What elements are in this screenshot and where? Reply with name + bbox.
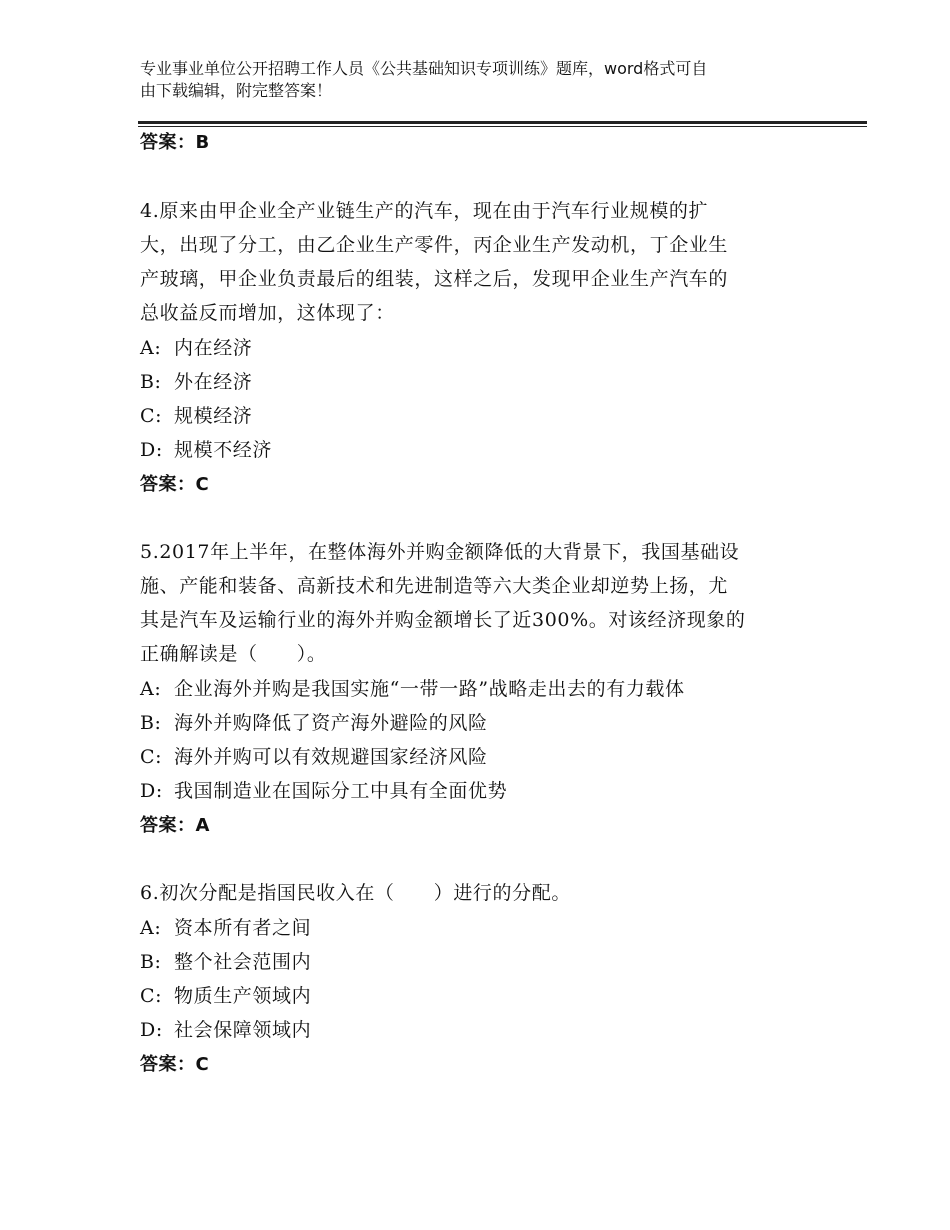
option-letter: A: <box>140 678 162 700</box>
document-header <box>140 58 820 102</box>
option-b <box>140 949 311 975</box>
option-letter: B: <box>140 951 162 973</box>
option-letter: D: <box>140 780 163 802</box>
question-text-line: 6.初次分配是指国民收入在（ ）进行的分配。 <box>140 882 571 904</box>
answer: 答案：A <box>140 815 210 836</box>
option-letter: D: <box>140 1019 163 1041</box>
option-text: 内在经济 <box>174 337 253 359</box>
header-line-1: 专业事业单位公开招聘工作人员《公共基础知识专项训练》题库，word格式可自 <box>140 59 708 78</box>
option-text: 海外并购降低了资产海外避险的风险 <box>174 712 488 734</box>
option-c <box>140 744 488 770</box>
option-d <box>140 1017 311 1043</box>
option-c <box>140 983 311 1009</box>
option-letter: D: <box>140 439 163 461</box>
option-b <box>140 369 252 395</box>
option-a <box>140 676 685 702</box>
option-letter: C: <box>140 405 163 427</box>
previous-answer: 答案：B <box>140 132 210 153</box>
question-text-line: 总收益反而增加，这体现了： <box>140 302 395 324</box>
option-b <box>140 710 488 736</box>
answer: 答案：C <box>140 474 210 495</box>
option-letter: A: <box>140 337 162 359</box>
option-text: 整个社会范围内 <box>174 951 312 973</box>
question-text-line: 正确解读是（ ）。 <box>140 643 327 665</box>
header-rule-thick <box>138 121 867 124</box>
option-letter: B: <box>140 371 162 393</box>
option-text: 资本所有者之间 <box>174 917 312 939</box>
option-text: 规模经济 <box>174 405 253 427</box>
option-text: 企业海外并购是我国实施“一带一路”战略走出去的有力载体 <box>174 678 685 700</box>
option-c <box>140 403 252 429</box>
option-a <box>140 335 252 361</box>
header-line-2: 由下载编辑，附完整答案！ <box>140 81 333 100</box>
question-text-line: 施、产能和装备、高新技术和先进制造等六大类企业却逆势上扬，尤 <box>140 575 729 597</box>
question-text-line: 产玻璃，甲企业负责最后的组装，这样之后，发现甲企业生产汽车的 <box>140 268 729 290</box>
option-text: 物质生产领域内 <box>174 985 312 1007</box>
option-text: 我国制造业在国际分工中具有全面优势 <box>174 780 508 802</box>
option-text: 外在经济 <box>174 371 253 393</box>
option-text: 社会保障领域内 <box>174 1019 312 1041</box>
header-rule-thin <box>138 126 867 127</box>
option-d <box>140 778 507 804</box>
option-letter: C: <box>140 746 163 768</box>
option-d <box>140 437 272 463</box>
option-a <box>140 915 311 941</box>
answer: 答案：C <box>140 1054 210 1075</box>
option-letter: A: <box>140 917 162 939</box>
question-text-line: 4.原来由甲企业全产业链生产的汽车，现在由于汽车行业规模的扩 <box>140 200 709 222</box>
option-text: 海外并购可以有效规避国家经济风险 <box>174 746 488 768</box>
option-letter: C: <box>140 985 163 1007</box>
option-letter: B: <box>140 712 162 734</box>
option-text: 规模不经济 <box>174 439 273 461</box>
question-text-line: 其是汽车及运输行业的海外并购金额增长了近300%。对该经济现象的 <box>140 609 746 631</box>
question-text-line: 5.2017年上半年，在整体海外并购金额降低的大背景下，我国基础设 <box>140 541 740 563</box>
question-text-line: 大，出现了分工，由乙企业生产零件，丙企业生产发动机，丁企业生 <box>140 234 729 256</box>
